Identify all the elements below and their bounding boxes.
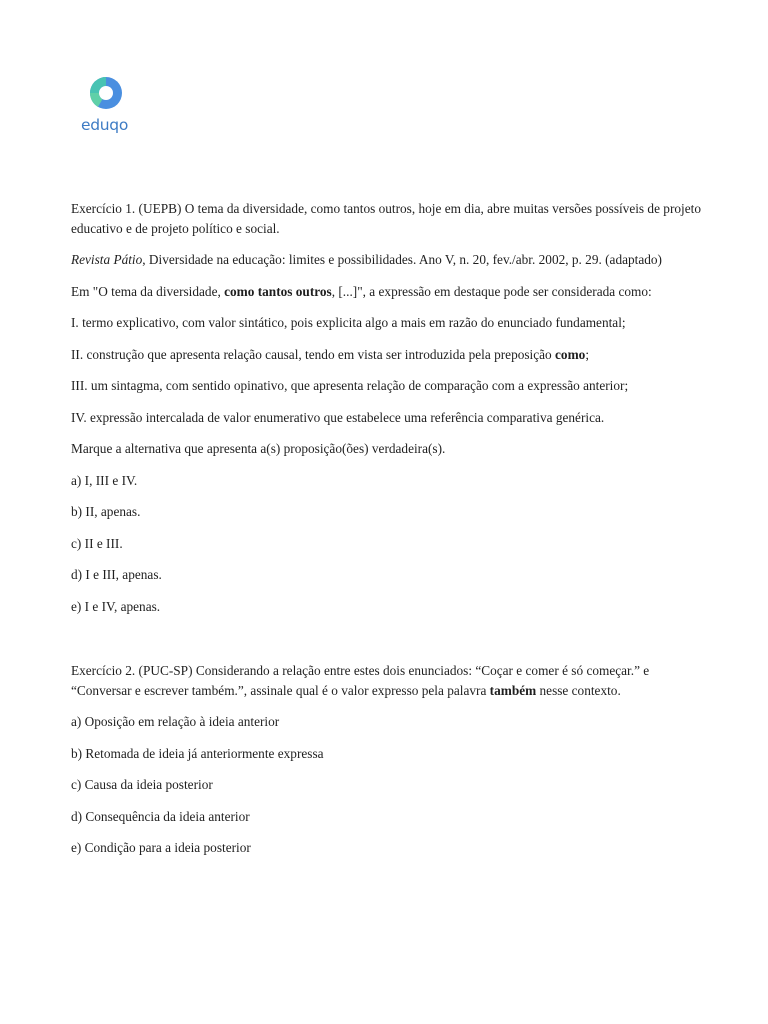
exercise-1-option-b: b) II, apenas. (71, 504, 141, 519)
exercise-2-intro: Exercício 2. (PUC-SP) Considerando a relação entre estes dois enunciados: “Coçar e comer é só começar.” e “Conversar e escrever também.”, assinale qual é o valor expresso pela palavra também nesse contexto. (71, 663, 650, 698)
highlighted-word: como (555, 346, 586, 362)
exercise-2-option-c: c) Causa da ideia posterior (71, 777, 213, 792)
exercise-2-option-e: e) Condição para a ideia posterior (71, 840, 251, 855)
exercise-1-item-1: I. termo explicativo, com valor sintático, pois explicita algo a mais em razão do enunciado fundamental; (71, 315, 626, 330)
exercise-2-option-d: d) Consequência da ideia anterior (71, 808, 250, 824)
exercise-1-item-4: IV. expressão intercalada de valor enumerativo que estabelece uma referência comparativa genérica. (71, 409, 605, 425)
exercise-1-option-c: c) II e III. (71, 535, 123, 551)
exercise-1-intro: Exercício 1. (UEPB) O tema da diversidade, como tantos outros, hoje em dia, abre muitas versões possíveis de projeto educativo e de projeto político e social. (71, 201, 701, 236)
document-content (71, 199, 711, 858)
source-title: Revista Pátio (71, 252, 143, 267)
eduqo-logo-mark-icon (89, 76, 123, 110)
exercise-1-option-e: e) I e IV, apenas. (71, 598, 161, 614)
exercise-1-option-a: a) I, III e IV. (71, 472, 138, 488)
highlighted-word: também (489, 682, 537, 698)
exercise-1-source: Revista Pátio, Diversidade na educação: limites e possibilidades. Ano V, n. 20, fev./abr. 2002, p. 29. (adaptado) (71, 252, 662, 267)
exercise-1-instruction: Marque a alternativa que apresenta a(s) proposição(ões) verdadeira(s). (71, 441, 446, 456)
exercise-2-option-a: a) Oposição em relação à ideia anterior (71, 714, 280, 729)
exercise-1-item-2: II. construção que apresenta relação causal, tendo em vista ser introduzida pela preposição como; (71, 346, 590, 362)
exercise-1-option-d: d) I e III, apenas. (71, 567, 162, 582)
exercise-1-question: Em "O tema da diversidade, como tantos outros, [...]", a expressão em destaque pode ser considerada como: (71, 283, 652, 299)
exercise-1-item-3: III. um sintagma, com sentido opinativo, que apresenta relação de comparação com a expressão anterior; (71, 378, 629, 393)
highlighted-expression: como tantos outros (224, 283, 332, 299)
exercise-2-option-b: b) Retomada de ideia já anteriormente expressa (71, 745, 324, 761)
eduqo-logo (81, 76, 133, 138)
eduqo-logo-text: eduqo (81, 116, 129, 134)
